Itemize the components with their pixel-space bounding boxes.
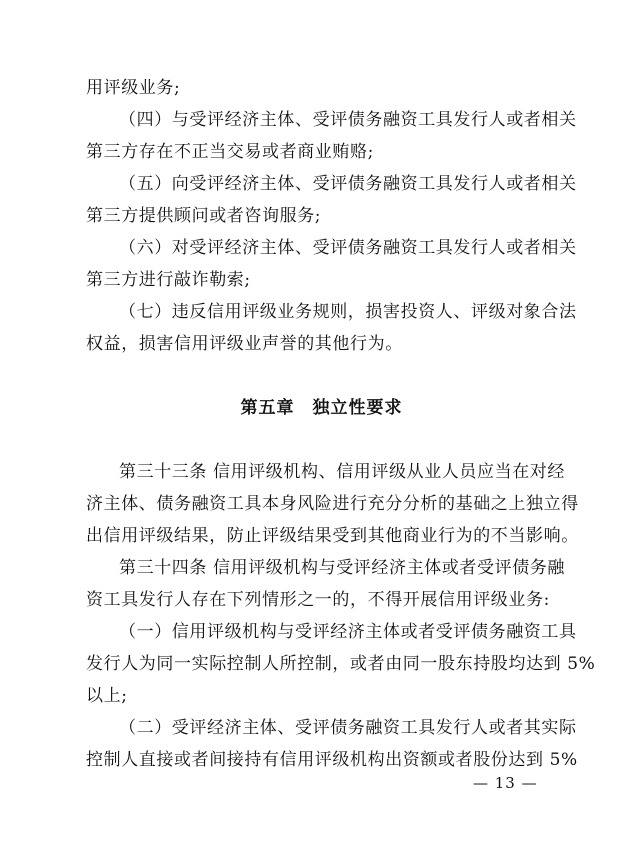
paragraph-line: 第三十四条 信用评级机构与受评经济主体或者受评债务融	[119, 558, 566, 578]
page-number: — 13 —	[473, 774, 538, 792]
paragraph-line: 资工具发行人存在下列情形之一的，不得开展信用评级业务:	[86, 590, 550, 610]
paragraph-line: 发行人为同一实际控制人所控制，或者由同一股东持股均达到 5%	[86, 654, 596, 674]
paragraph-line: 第三十三条 信用评级机构、信用评级从业人员应当在对经	[119, 462, 566, 482]
paragraph-line: （六）对受评经济主体、受评债务融资工具发行人或者相关	[119, 238, 577, 258]
paragraph-line: 第三方存在不正当交易或者商业贿赂;	[86, 142, 374, 162]
paragraph-line: 第三方提供顾问或者咨询服务;	[86, 206, 322, 226]
paragraph-line: 权益，损害信用评级业声誉的其他行为。	[86, 334, 403, 354]
paragraph-line: 出信用评级结果，防止评级结果受到其他商业行为的不当影响。	[86, 526, 579, 546]
paragraph-line: 用评级业务;	[86, 78, 181, 98]
paragraph-line: 第三方进行敲诈勒索;	[86, 270, 251, 290]
paragraph-line: 济主体、债务融资工具本身风险进行充分分析的基础之上独立得	[86, 494, 579, 514]
paragraph-line: （四）与受评经济主体、受评债务融资工具发行人或者相关	[119, 110, 577, 130]
paragraph-line: （二）受评经济主体、受评债务融资工具发行人或者其实际	[119, 718, 577, 738]
chapter-title: 第五章 独立性要求	[240, 398, 403, 418]
paragraph-line: （一）信用评级机构与受评经济主体或者受评债务融资工具	[119, 622, 577, 642]
paragraph-line: （七）违反信用评级业务规则，损害投资人、评级对象合法	[119, 302, 577, 322]
paragraph-line: （五）向受评经济主体、受评债务融资工具发行人或者相关	[119, 174, 577, 194]
paragraph-line: 控制人直接或者间接持有信用评级机构出资额或者股份达到 5%	[86, 750, 578, 770]
paragraph-line: 以上;	[86, 686, 128, 706]
